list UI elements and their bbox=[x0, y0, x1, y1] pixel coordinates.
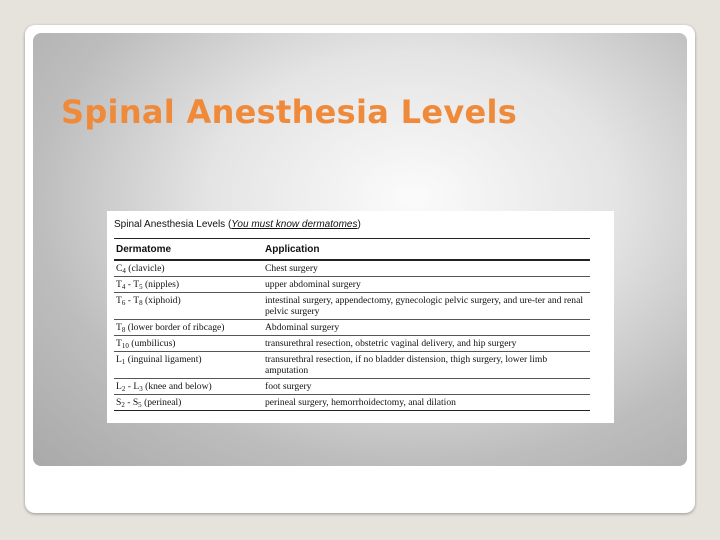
dermatome-subscript: 10 bbox=[121, 342, 129, 350]
dermatome-segment: - S bbox=[124, 397, 139, 408]
dermatome-subscript: 5 bbox=[138, 401, 142, 409]
application-cell: perineal surgery, hemorrhoidectomy, anal dilation bbox=[263, 395, 590, 411]
dermatome-cell bbox=[114, 395, 263, 411]
header-application: Application bbox=[263, 239, 590, 261]
table-row bbox=[114, 293, 590, 320]
dermatome-segment: T bbox=[116, 338, 122, 349]
dermatome-subscript: 2 bbox=[121, 385, 126, 393]
dermatome-landmark: (knee and below) bbox=[142, 381, 212, 392]
dermatome-segment: T bbox=[116, 295, 122, 306]
table-row bbox=[114, 352, 590, 379]
table-row bbox=[114, 336, 590, 352]
table-caption bbox=[114, 219, 361, 230]
table-row bbox=[114, 379, 590, 395]
dermatome-landmark: (inguinal ligament) bbox=[125, 354, 202, 365]
dermatome-landmark: (lower border of ribcage) bbox=[125, 322, 225, 333]
application-cell: Abdominal surgery bbox=[263, 320, 590, 336]
dermatome-subscript: 2 bbox=[121, 401, 125, 409]
dermatome-segment: S bbox=[116, 397, 122, 408]
dermatome-cell bbox=[114, 336, 263, 352]
table-row bbox=[114, 260, 590, 277]
application-cell: transurethral resection, obstetric vaginal delivery, and hip surgery bbox=[263, 336, 590, 352]
slide-title: Spinal Anesthesia Levels bbox=[61, 93, 518, 131]
dermatome-segment: - T bbox=[125, 279, 140, 290]
dermatome-cell bbox=[114, 293, 263, 320]
header-dermatome: Dermatome bbox=[114, 239, 263, 261]
caption-end: ) bbox=[357, 219, 361, 230]
dermatome-cell bbox=[114, 260, 263, 277]
dermatome-segment: L bbox=[116, 381, 122, 392]
dermatome-subscript: 8 bbox=[121, 326, 126, 334]
dermatome-segment: C bbox=[116, 263, 123, 274]
dermatome-landmark: (perineal) bbox=[141, 397, 182, 408]
dermatome-subscript: 8 bbox=[139, 299, 143, 307]
dermatome-segment: - T bbox=[125, 295, 140, 306]
dermatome-cell bbox=[114, 352, 263, 379]
dermatome-subscript: 6 bbox=[121, 299, 126, 307]
table-header-row bbox=[114, 239, 590, 261]
dermatome-segment: L bbox=[116, 354, 122, 365]
dermatome-landmark: (umbilicus) bbox=[128, 338, 176, 349]
dermatome-landmark: (xiphoid) bbox=[142, 295, 181, 306]
application-cell: upper abdominal surgery bbox=[263, 277, 590, 293]
caption-note: You must know dermatomes bbox=[231, 219, 358, 230]
table-row bbox=[114, 320, 590, 336]
caption-text: Spinal Anesthesia Levels ( bbox=[114, 219, 232, 230]
dermatome-cell bbox=[114, 277, 263, 293]
dermatome-table bbox=[114, 238, 590, 411]
table-row bbox=[114, 395, 590, 411]
application-cell: foot surgery bbox=[263, 379, 590, 395]
dermatome-subscript: 4 bbox=[121, 283, 126, 291]
dermatome-subscript: 3 bbox=[139, 385, 143, 393]
table-row bbox=[114, 277, 590, 293]
dermatome-segment: - L bbox=[125, 381, 140, 392]
application-cell: Chest surgery bbox=[263, 260, 590, 277]
application-cell: transurethral resection, if no bladder distension, thigh surgery, lower limb amputation bbox=[263, 352, 590, 379]
dermatome-cell bbox=[114, 320, 263, 336]
dermatome-segment: T bbox=[116, 279, 122, 290]
dermatome-subscript: 4 bbox=[122, 267, 126, 275]
dermatome-cell bbox=[114, 379, 263, 395]
table-image bbox=[107, 211, 614, 423]
dermatome-landmark: (nipples) bbox=[142, 279, 180, 290]
dermatome-landmark: (clavicle) bbox=[125, 263, 165, 274]
dermatome-subscript: 5 bbox=[139, 283, 143, 291]
dermatome-segment: T bbox=[116, 322, 122, 333]
dermatome-subscript: 1 bbox=[121, 358, 126, 366]
application-cell: intestinal surgery, appendectomy, gynecologic pelvic surgery, and ure-ter and renal pelvic surgery bbox=[263, 293, 590, 320]
